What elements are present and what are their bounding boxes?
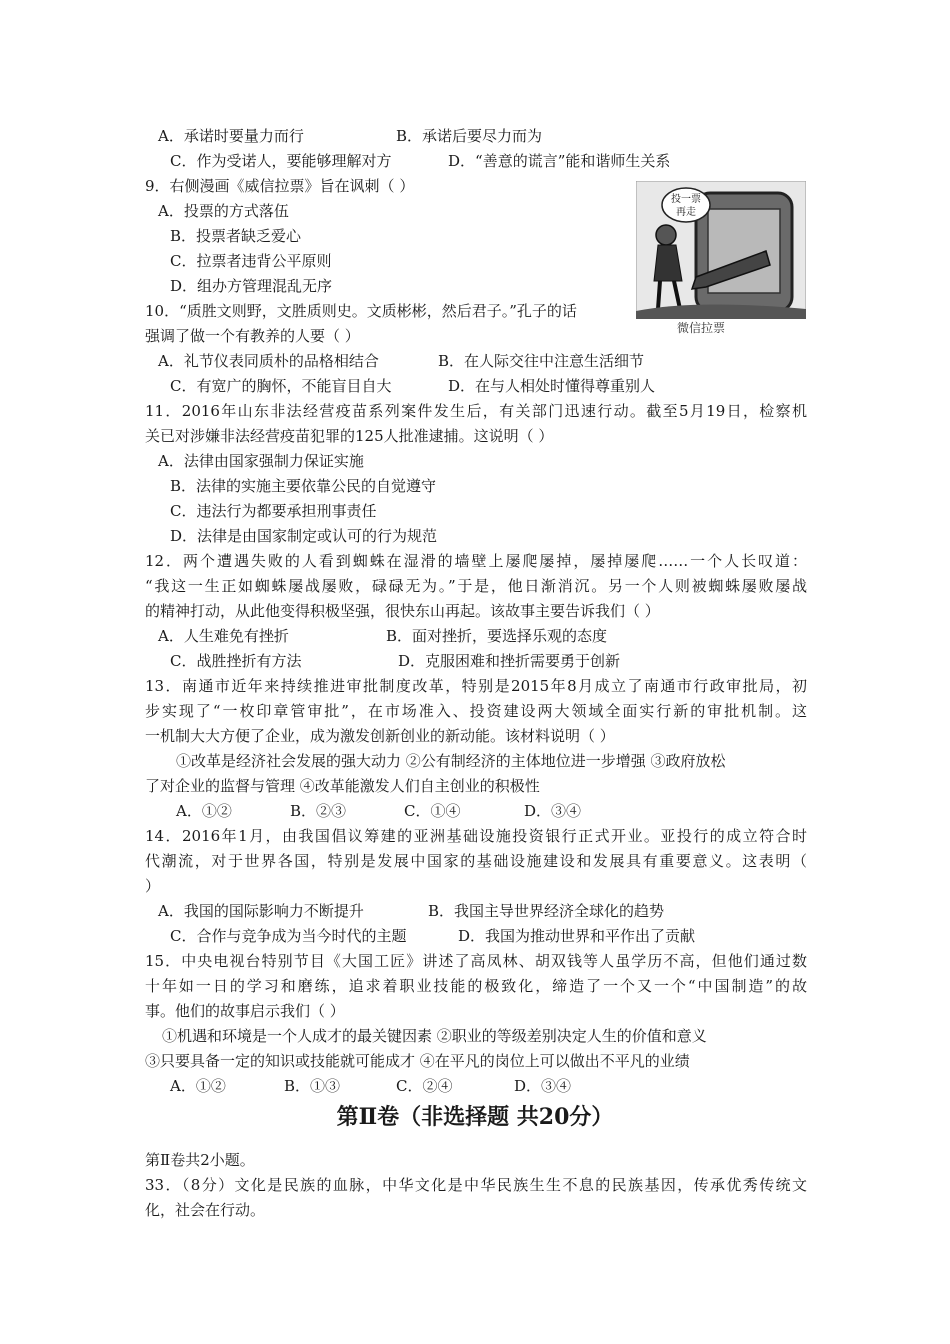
q12-stem-line-1: 12．两个遭遇失败的人看到蜘蛛在湿滑的墙壁上屡爬屡掉，屡掉屡爬……一个人长叹道： (145, 552, 807, 570)
q10-option-a: A．礼节仪表同质朴的品格相结合 (158, 352, 379, 370)
cartoon-caption: 微信拉票 (676, 321, 725, 335)
q33-stem-line-1: 33．（8分）文化是民族的血脉，中华文化是中华民族生生不息的民族基因，传承优秀传统文 (145, 1176, 807, 1194)
q11-stem-line-2: 关已对涉嫌非法经营疫苗犯罪的125人批准逮捕。这说明（ ） (145, 427, 554, 445)
q15-stem-line-3: 事。他们的故事启示我们（ ） (145, 1002, 345, 1020)
q13-stem-line-1: 13．南通市近年来持续推进审批制度改革，特别是2015年8月成立了南通市行政审批局，初 (145, 677, 807, 695)
q12-stem-line-3: 的精神打动，从此他变得积极坚强，很快东山再起。该故事主要告诉我们（ ） (145, 602, 660, 620)
q12-option-c: C．战胜挫折有方法 (170, 652, 302, 670)
q13-stem-line-2: 步实现了“一枚印章管审批”，在市场准入、投资建设两大领域全面实行新的审批机制。这 (145, 702, 807, 720)
q14-stem-line-3: ） (145, 877, 161, 895)
q8-option-a: A．承诺时要量力而行 (158, 127, 304, 145)
q12-stem-line-2: “我这一生正如蜘蛛屡战屡败，碌碌无为。”于是，他日渐消沉。另一个人则被蜘蛛屡败屡战 (145, 577, 807, 595)
q11-option-d: D．法律是由国家制定或认可的行为规范 (170, 527, 438, 545)
cartoon-bubble-line-2: 再走 (676, 207, 696, 218)
q12-option-b: B．面对挫折，要选择乐观的态度 (386, 627, 608, 645)
q11-stem-line-1: 11．2016年山东非法经营疫苗系列案件发生后，有关部门迅速行动。截至5月19日，检察机 (145, 402, 807, 420)
q10-stem-line-1: 10．“质胜文则野，文胜质则史。文质彬彬，然后君子。”孔子的话 (145, 302, 577, 320)
q10-stem-line-2: 强调了做一个有教养的人要（ ） (145, 327, 360, 345)
q13-items-line-1: ①改革是经济社会发展的强大动力 ②公有制经济的主体地位进一步增强 ③政府放松 (176, 752, 726, 770)
q15-stem-line-2: 十年如一日的学习和磨练，追求着职业技能的极致化，缔造了一个又一个“中国制造”的故 (145, 977, 807, 995)
q12-option-d: D．克服困难和挫折需要勇于创新 (398, 652, 621, 670)
q13-stem-line-3: 一机制大大方便了企业，成为激发创新创业的新动能。该材料说明（ ） (145, 727, 615, 745)
q13-option-b: B．②③ (290, 802, 347, 820)
q15-items-line-1: ①机遇和环境是一个人成才的最关键因素 ②职业的等级差别决定人生的价值和意义 (162, 1027, 707, 1045)
section-title: 第Ⅱ卷（非选择题 共20分） (336, 1104, 614, 1130)
q14-option-c: C．合作与竞争成为当今时代的主题 (170, 927, 407, 945)
q9-stem: 9．右侧漫画《威信拉票》旨在讽刺（ ） (145, 177, 415, 195)
q14-stem-line-2: 代潮流，对于世界各国，特别是发展中国家的基础设施建设和发展具有重要意义。这表明（ (145, 852, 807, 870)
q9-option-b: B．投票者缺乏爱心 (170, 227, 302, 245)
q9-option-d: D．组办方管理混乱无序 (170, 277, 333, 295)
q11-option-b: B．法律的实施主要依靠公民的自觉遵守 (170, 477, 437, 495)
cartoon-drawing (636, 181, 806, 319)
q15-option-b: B．①③ (284, 1077, 341, 1095)
q10-option-c: C．有宽广的胸怀，不能盲目自大 (170, 377, 392, 395)
q15-option-c: C．②④ (396, 1077, 453, 1095)
q15-option-d: D．③④ (514, 1077, 572, 1095)
q33-stem-line-2: 化，社会在行动。 (145, 1201, 266, 1219)
q12-option-a: A．人生难免有挫折 (158, 627, 289, 645)
q10-option-d: D．在与人相处时懂得尊重别人 (448, 377, 656, 395)
q8-option-d: D．“善意的谎言”能和谐师生关系 (448, 152, 671, 170)
q11-option-a: A．法律由国家强制力保证实施 (158, 452, 364, 470)
q14-stem-line-1: 14．2016年1月，由我国倡议筹建的亚洲基础设施投资银行正式开业。亚投行的成立符合时 (145, 827, 807, 845)
q13-option-a: A．①② (176, 802, 232, 820)
q14-option-b: B．我国主导世界经济全球化的趋势 (428, 902, 665, 920)
q8-option-b: B．承诺后要尽力而为 (396, 127, 543, 145)
q13-option-c: C．①④ (404, 802, 461, 820)
q9-option-a: A．投票的方式落伍 (158, 202, 289, 220)
q15-stem-line-1: 15．中央电视台特别节目《大国工匠》讲述了高凤林、胡双钱等人虽学历不高，但他们通过数 (145, 952, 807, 970)
cartoon-illustration (636, 181, 806, 343)
section-intro: 第Ⅱ卷共2小题。 (145, 1151, 255, 1169)
q14-option-a: A．我国的国际影响力不断提升 (158, 902, 364, 920)
cartoon-bubble-line-1: 投一票 (671, 194, 701, 205)
q14-option-d: D．我国为推动世界和平作出了贡献 (458, 927, 696, 945)
q15-items-line-2: ③只要具备一定的知识或技能就可能成才 ④在平凡的岗位上可以做出不平凡的业绩 (145, 1052, 690, 1070)
q15-option-a: A．①② (170, 1077, 226, 1095)
q13-option-d: D．③④ (524, 802, 582, 820)
q10-option-b: B．在人际交往中注意生活细节 (438, 352, 645, 370)
q13-items-line-2: 了对企业的监督与管理 ④改革能激发人们自主创业的积极性 (145, 777, 540, 795)
q9-option-c: C．拉票者违背公平原则 (170, 252, 332, 270)
q8-option-c: C．作为受诺人，要能够理解对方 (170, 152, 392, 170)
q11-option-c: C．违法行为都要承担刑事责任 (170, 502, 377, 520)
